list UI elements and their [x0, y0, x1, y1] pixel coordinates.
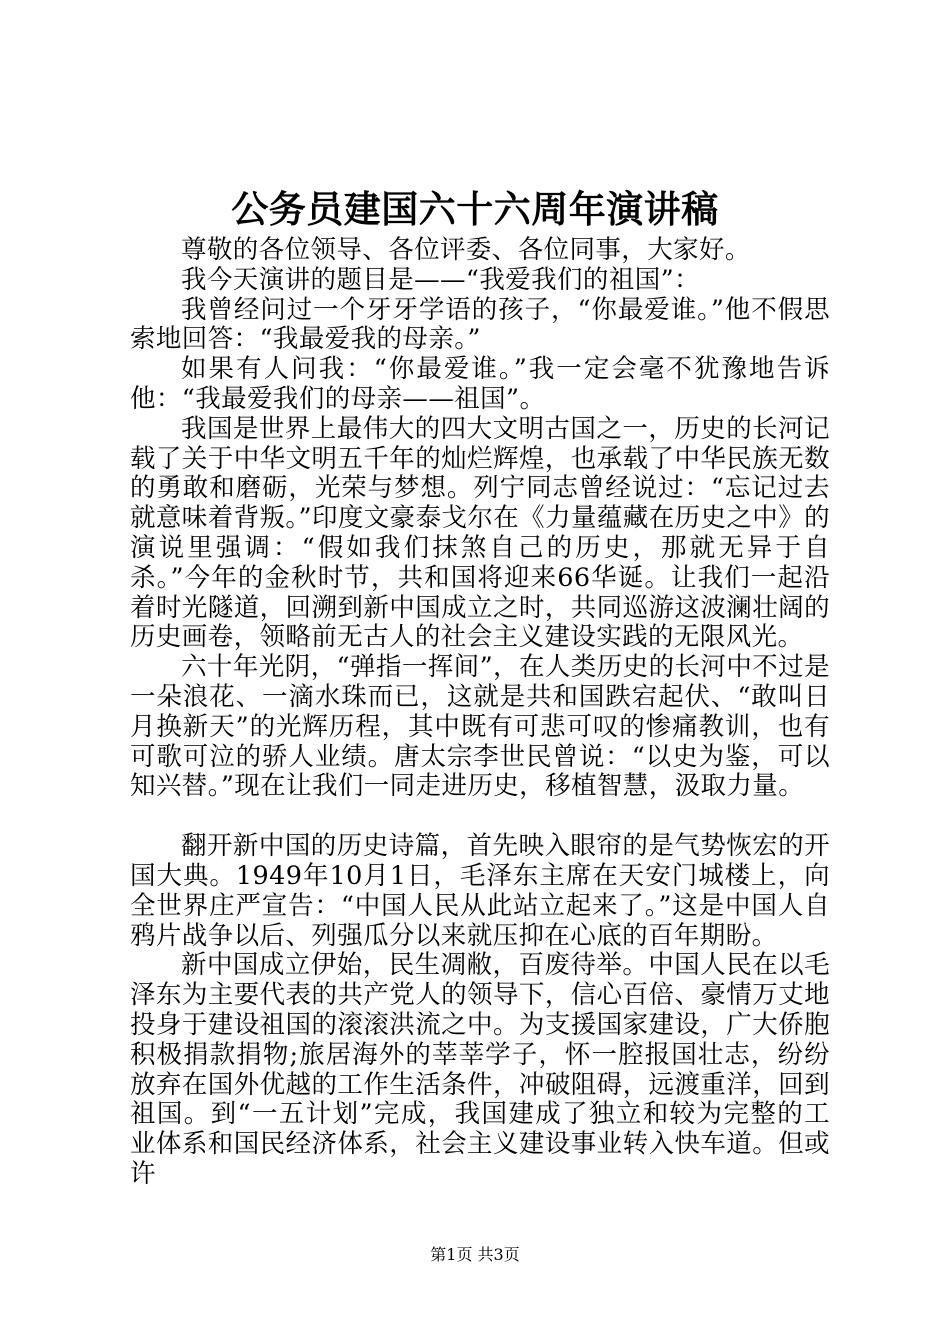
paragraph-topic: 我今天演讲的题目是——“我爱我们的祖国”：: [181, 264, 700, 295]
paragraph-greeting: 尊敬的各位领导、各位评委、各位同事，大家好。: [181, 235, 751, 265]
paragraph-my-answer: 如果有人问我：“你最爱谁。”我一定会毫不犹豫地告诉他：“我最爱我们的母亲——祖国”。: [130, 354, 830, 414]
paragraph-founding-ceremony: 翻开新中国的历史诗篇，首先映入眼帘的是气势恢宏的开国大典。1949年10月1日，毛泽东主席在天安门城楼上，向全世界庄严宣告：“中国人民从此站立起来了。”这是中国人自鸦片战争以后、列强瓜分以来就压抑在心底的百年期盼。: [130, 831, 830, 951]
document-body: [130, 236, 830, 1190]
paragraph-sixty-years: 六十年光阴，“弹指一挥间”，在人类历史的长河中不过是一朵浪花、一滴水珠而已，这就是共和国跌宕起伏、“敢叫日月换新天”的光辉历程，其中既有可悲可叹的惨痛教训，也有可歌可泣的骄人业绩。唐太宗李世民曾说：“以史为鉴，可以知兴替。”现在让我们一同走进历史，移植智慧，汲取力量。: [130, 652, 830, 802]
document-title: 公务员建国六十六周年演讲稿: [231, 187, 719, 231]
paragraph-civilization: 我国是世界上最伟大的四大文明古国之一，历史的长河记载了关于中华文明五千年的灿烂辉煌，也承载了中华民族无数的勇敢和磨砺，光荣与梦想。列宁同志曾经说过：“忘记过去就意味着背叛。”印度文豪泰戈尔在《力量蕴藏在历史之中》的演说里强调：“假如我们抹煞自己的历史，那就无异于自杀。”今年的金秋时节，共和国将迎来66华诞。让我们一起沿着时光隧道，回溯到新中国成立之时，共同巡游这波澜壮阔的历史画卷，领略前无古人的社会主义建设实践的无限风光。: [130, 413, 830, 653]
page-footer: 第1页 共3页: [430, 1245, 520, 1264]
paragraph-child-answer: 我曾经问过一个牙牙学语的孩子，“你最爱谁。”他不假思索地回答：“我最爱我的母亲。”: [130, 294, 830, 355]
paragraph-early-construction: 新中国成立伊始，民生凋敝，百废待举。中国人民在以毛泽东为主要代表的共产党人的领导下，信心百倍、豪情万丈地投身于建设祖国的滚滚洪流之中。为支援国家建设，广大侨胞积极捐款捐物;旅居海外的莘莘学子，怀一腔报国壮志，纷纷放弃在国外优越的工作生活条件，冲破阻碍，远渡重洋，回到祖国。到“一五计划”完成，我国建成了独立和较为完整的工业体系和国民经济体系，社会主义建设事业转入快车道。但或许: [130, 950, 830, 1189]
